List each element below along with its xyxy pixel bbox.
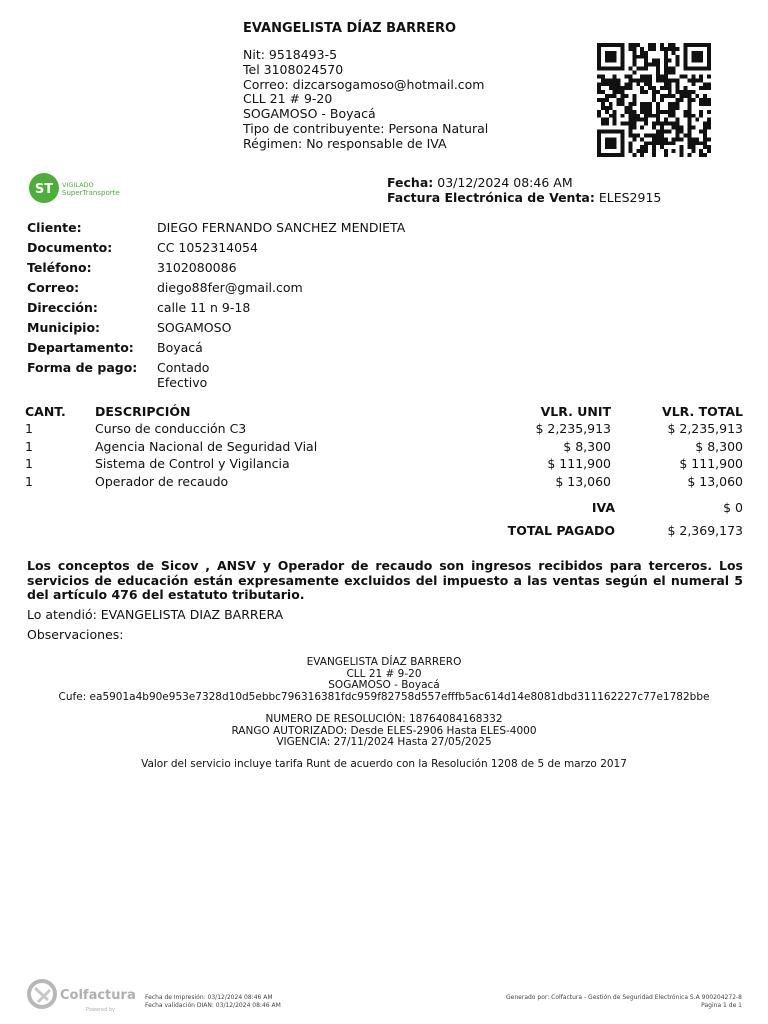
issuer-taxpayer-type: Tipo de contribuyente: Persona Natural [243, 120, 489, 136]
client-value: calle 11 n 9-18 [157, 300, 251, 315]
table-row [25, 456, 747, 474]
item-description: Sistema de Control y Vigilancia [95, 456, 290, 472]
client-row [27, 220, 405, 235]
item-description: Agencia Nacional de Seguridad Vial [95, 438, 318, 454]
totals [25, 500, 747, 546]
issuer-tel: Tel 3108024570 [243, 61, 344, 77]
client-value: CC 1052314054 [157, 240, 258, 255]
observations: Observaciones: [27, 627, 124, 642]
client-value: DIEGO FERNANDO SANCHEZ MENDIETA [157, 220, 406, 235]
footer-cufe: Cufe: ea5901a4b90e953e7328d10d5ebbc796316381fdc959f82758d557efffb5ac614d14e8081dbd311162227c77e1782bbe [58, 691, 710, 704]
table-row [25, 474, 747, 492]
invoice-number-label: Factura Electrónica de Venta: [387, 190, 595, 205]
items-table [25, 404, 747, 492]
date-label: Fecha: [387, 175, 434, 190]
st-supertransporte: SuperTransporte [62, 189, 120, 197]
issuer-address: CLL 21 # 9-20 [243, 91, 333, 107]
print-dates [145, 994, 281, 1010]
header-description: DESCRIPCIÓN [95, 404, 191, 419]
total-row [25, 523, 747, 546]
item-qty: 1 [25, 421, 33, 436]
client-label: Cliente: [27, 220, 82, 235]
st-initials: ST [34, 182, 54, 197]
st-vigilado: VIGILADO [62, 181, 94, 189]
item-description: Curso de conducción C3 [95, 421, 247, 436]
client-row [27, 360, 405, 390]
colfactura-logo [26, 976, 138, 1016]
issuer-info [243, 48, 488, 152]
footer-city: SOGAMOSO - Boyacá [328, 679, 440, 692]
page-number: Pagina 1 de 1 [701, 1002, 742, 1009]
iva-label: IVA [591, 500, 615, 515]
client-row [27, 320, 405, 335]
header-total-price: VLR. TOTAL [662, 404, 743, 419]
invoice-head [387, 175, 661, 205]
invoice-number-value: ELES2915 [598, 190, 662, 205]
qr-code-icon [597, 42, 711, 158]
iva-value: $ 0 [723, 500, 743, 515]
issuer-nit: Nit: 9518493-5 [243, 47, 338, 62]
footer-resolution: NUMERO DE RESOLUCIÓN: 18764084168332 [265, 712, 503, 725]
generated-by [430, 994, 742, 1010]
footer-address: CLL 21 # 9-20 [346, 667, 422, 680]
client-row [27, 300, 405, 315]
item-total-price: $ 2,235,913 [667, 421, 743, 436]
item-unit-price: $ 111,900 [547, 456, 611, 472]
item-total-price: $ 13,060 [687, 474, 743, 490]
issuer-city: SOGAMOSO - Boyacá [243, 106, 376, 122]
item-unit-price: $ 8,300 [563, 438, 611, 454]
item-qty: 1 [25, 438, 33, 454]
colfactura-sub: Powered by [86, 1007, 115, 1013]
total-value: $ 2,369,173 [667, 523, 743, 538]
footer-range: RANGO AUTORIZADO: Desde ELES-2906 Hasta ELES-4000 [231, 724, 537, 737]
client-row [27, 280, 405, 295]
client-info [27, 220, 405, 395]
invoice-footer [0, 657, 768, 771]
client-label: Documento: [27, 240, 113, 255]
client-label: Correo: [27, 280, 80, 295]
client-value: Contado Efectivo [157, 360, 210, 390]
footer-validity: VIGENCIA: 27/11/2024 Hasta 27/05/2025 [276, 736, 492, 749]
table-row [25, 421, 747, 439]
client-label: Dirección: [27, 300, 98, 315]
client-label: Municipio: [27, 320, 101, 335]
client-label: Departamento: [27, 340, 134, 355]
header-unit-price: VLR. UNIT [540, 404, 611, 419]
header-qty: CANT. [25, 404, 66, 419]
item-total-price: $ 111,900 [679, 456, 743, 472]
client-label: Teléfono: [27, 260, 92, 275]
item-qty: 1 [25, 474, 33, 490]
client-row [27, 240, 405, 255]
client-value: SOGAMOSO [157, 320, 232, 335]
client-label: Forma de pago: [27, 360, 138, 375]
dian-date: Fecha validación DIAN: 03/12/2024 08:46 AM [145, 1002, 281, 1009]
date-value: 03/12/2024 08:46 AM [437, 175, 573, 190]
generated-by-text: Generado por: Colfactura - Gestión de Seguridad Electrónica S.A 900204272-8 [506, 994, 742, 1001]
items-header-row [25, 404, 747, 421]
issuer-name: EVANGELISTA DÍAZ BARRERO [243, 21, 457, 36]
item-unit-price: $ 2,235,913 [535, 421, 611, 436]
item-total-price: $ 8,300 [695, 438, 743, 454]
iva-row [25, 500, 747, 523]
item-unit-price: $ 13,060 [555, 474, 611, 490]
tax-notice: Los conceptos de Sicov , ANSV y Operador de recaudo son ingresos recibidos para terceros. Los servicios de educación están expresamente excluidos del impuesto a las ventas según el numeral 5 del artículo 476 del estatuto tributario. [27, 558, 743, 602]
table-row [25, 439, 747, 457]
client-value: Boyacá [157, 340, 203, 355]
item-qty: 1 [25, 456, 33, 472]
client-row [27, 340, 405, 355]
print-date: Fecha de Impresión: 03/12/2024 08:46 AM [145, 994, 273, 1001]
total-label: TOTAL PAGADO [507, 523, 615, 538]
supertransporte-logo [28, 172, 134, 204]
footer-runt-note: Valor del servicio incluye tarifa Runt de acuerdo con la Resolución 1208 de 5 de marzo 2017 [141, 757, 627, 770]
issuer-email: Correo: dizcarsogamoso@hotmail.com [243, 76, 485, 92]
client-row [27, 260, 405, 275]
item-description: Operador de recaudo [95, 474, 229, 490]
issuer-regime: Régimen: No responsable de IVA [243, 135, 447, 151]
colfactura-text: Colfactura [60, 988, 136, 1003]
attended-by: Lo atendió: EVANGELISTA DIAZ BARRERA [27, 607, 284, 622]
footer-name: EVANGELISTA DÍAZ BARRERO [306, 656, 462, 668]
client-value: diego88fer@gmail.com [157, 280, 303, 295]
client-value: 3102080086 [157, 260, 237, 275]
